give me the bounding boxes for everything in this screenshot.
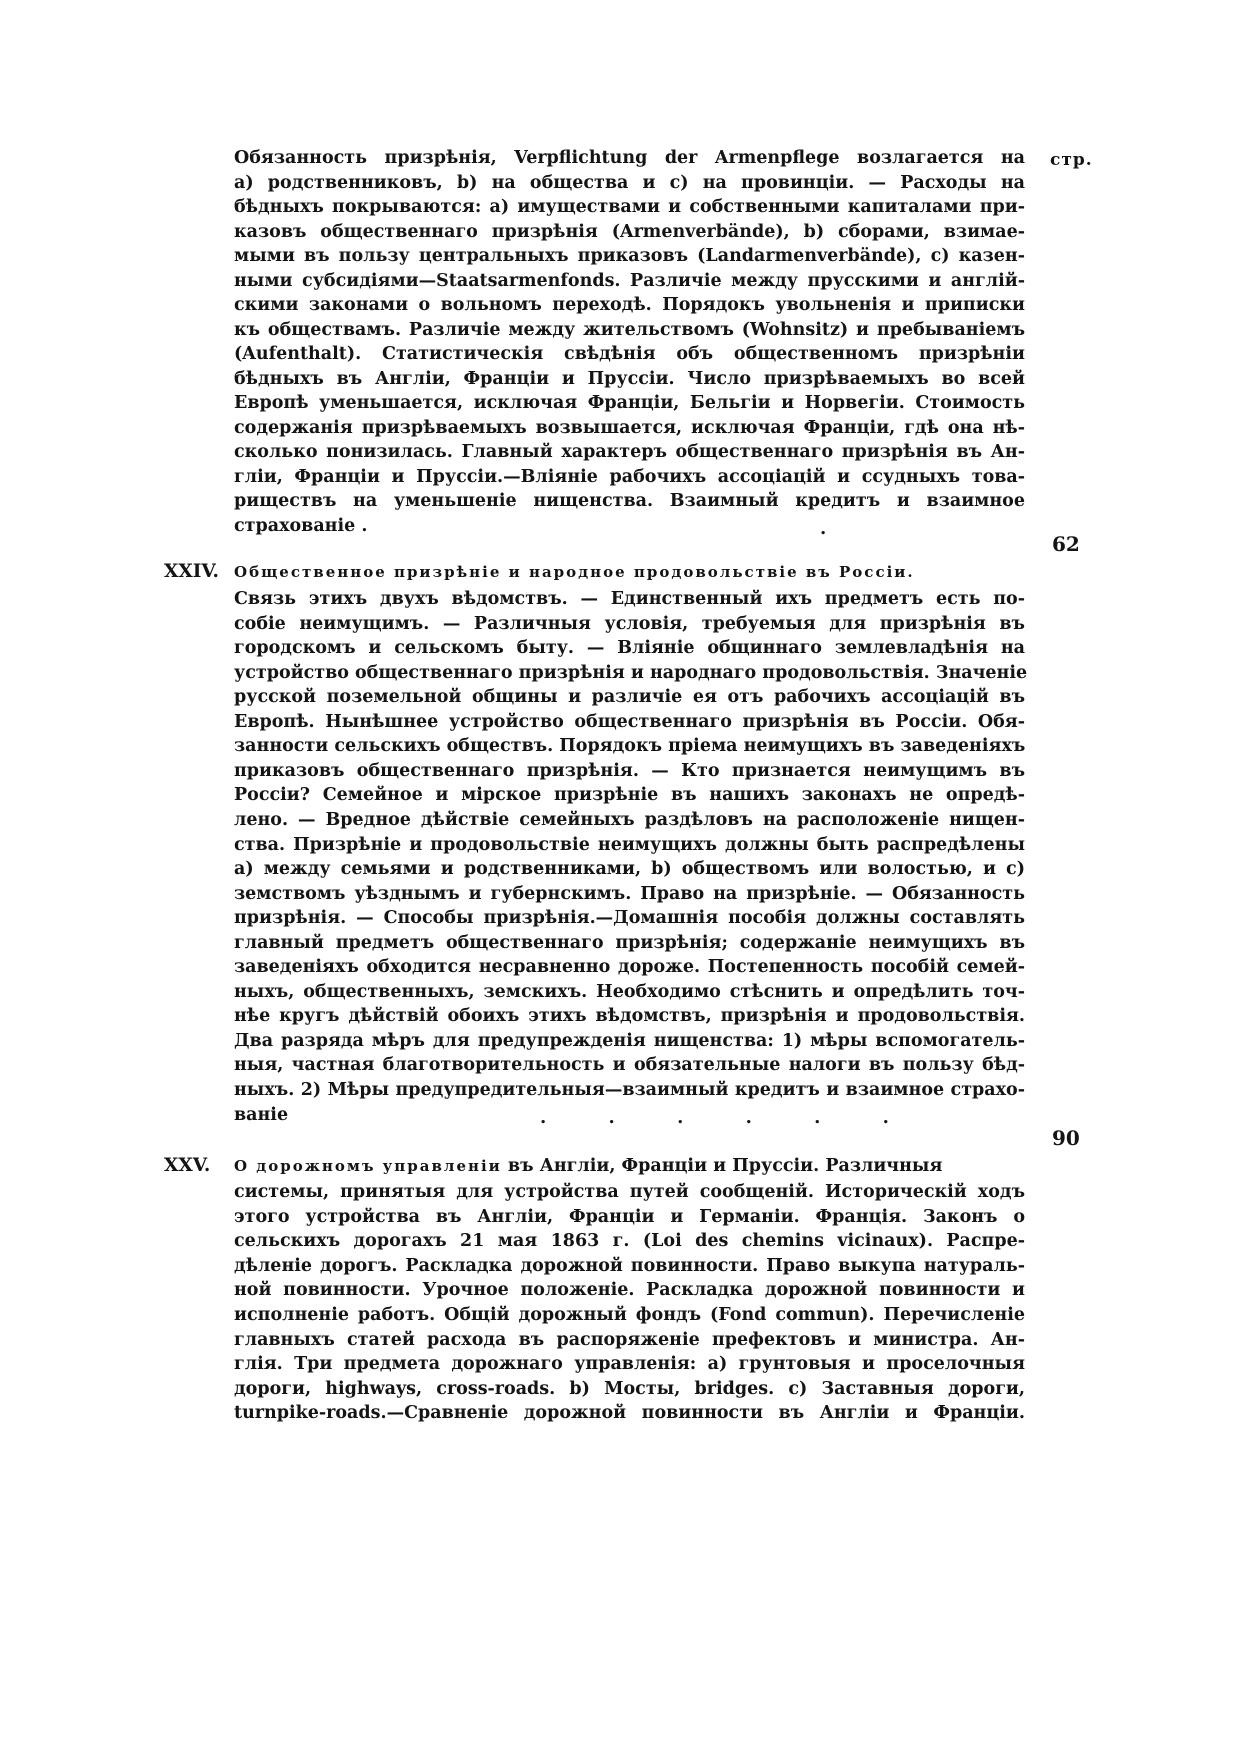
body-line: Россіи? Семейное и мірское призрѣніе въ нашихъ законахъ не опредѣ- (234, 785, 1025, 806)
body-line: turnpike-roads.—Сравненіе дорожной повинности въ Англіи и Франціи. (234, 1403, 1025, 1424)
body-line: устройство общественнаго призрѣнія и народнаго продовольствія. Значеніе (234, 662, 1028, 683)
body-line: сельскихъ дорогахъ 21 мая 1863 г. (Loi des chemins vicinaux). Распре- (234, 1231, 1025, 1252)
body-line: ваніе (234, 1104, 289, 1125)
body-line: бѣдныхъ въ Англіи, Франціи и Пруссіи. Число призрѣваемыхъ во всей (234, 368, 1025, 389)
body-line: глія. Три предмета дорожнаго управленія: a) грунтовыя и проселочныя (234, 1354, 1025, 1375)
body-line: земствомъ уѣзднымъ и губернскимъ. Право на призрѣніе. — Обязанность (234, 883, 1025, 904)
body-line: Связь этихъ двухъ вѣдомствъ. — Единственный ихъ предметъ есть по- (234, 589, 1025, 609)
body-line: заведеніяхъ обходится несравненно дороже. Постепенность пособій семей- (234, 957, 1025, 978)
body-line: (Aufenthalt). Статистическія свѣдѣнія объ общественномъ призрѣніи (234, 344, 1025, 364)
body-line: риществъ на уменьшеніе нищенства. Взаимный кредитъ и взаимное (234, 491, 1025, 511)
body-line: a) между семьями и родственниками, b) обществомъ или волостью, и c) (234, 859, 1025, 880)
body-line: страхованіе . (234, 515, 368, 536)
body-line: ными субсидіями—Staatsarmenfonds. Различіе между прусскими и англій- (234, 270, 1025, 291)
dot-leader: . (820, 517, 827, 539)
body-line: исполненіе работъ. Общій дорожный фондъ (Fond commun). Перечисленіе (234, 1305, 1025, 1325)
body-line: Европѣ. Нынѣшнее устройство общественнаго призрѣнія въ Россіи. Обя- (234, 711, 1025, 732)
body-line: ной повинности. Урочное положеніе. Раскладка дорожной повинности и (234, 1280, 1025, 1301)
body-line: собіе неимущимъ. — Различныя условія, требуемыя для призрѣнія въ (234, 613, 1025, 634)
body-line: содержанія призрѣваемыхъ возвышается, исключая Франціи, гдѣ она нѣ- (234, 417, 1025, 438)
body-line: мыми въ пользу центральныхъ приказовъ (Landarmenverbände), c) казен- (234, 246, 1025, 266)
page-column-header: стр. (1050, 150, 1093, 170)
section-heading: Общественное призрѣніе и народное продовольствіе въ Россіи. (234, 563, 915, 581)
body-line: Европѣ уменьшается, исключая Франціи, Бельгіи и Норвегіи. Стоимость (234, 393, 1025, 413)
body-line: лено. — Вредное дѣйствіе семейныхъ раздѣловъ на расположеніе нищен- (234, 809, 1025, 830)
section-page-number: 90 (1052, 1126, 1080, 1150)
body-line: казовъ общественнаго призрѣнія (Armenverbände), b) сборами, взимае- (234, 221, 1025, 242)
body-line: системы, принятыя для устройства путей сообщеній. Историческій ходъ (234, 1182, 1025, 1202)
body-line: дороги, highways, cross-roads. b) Мосты, bridges. c) Заставныя дороги, (234, 1378, 1025, 1399)
body-line: Два разряда мѣръ для предупрежденія нищенства: 1) мѣры вспомогатель- (234, 1030, 1025, 1051)
body-line: гліи, Франціи и Пруссіи.—Вліяніе рабочихъ ассоціацій и ссудныхъ това- (234, 466, 1025, 487)
body-line: нѣе кругъ дѣйствій обоихъ этихъ вѣдомствъ, призрѣнія и продовольствія. (234, 1006, 1025, 1027)
body-line: къ обществамъ. Различіе между жительствомъ (Wohnsitz) и пребываніемъ (234, 319, 1025, 340)
body-line: главный предметъ общественнаго призрѣнія; содержаніе неимущихъ въ (234, 932, 1025, 953)
body-line: ныхъ, общественныхъ, земскихъ. Необходимо стѣснить и опредѣлить точ- (234, 981, 1025, 1002)
section-numeral: XXIV. (164, 561, 219, 582)
body-line: Обязанность призрѣнія, Verpflichtung der Armenpflege возлагается на (234, 148, 1025, 168)
body-line: ства. Призрѣніе и продовольствіе неимущихъ должны быть распредѣлены (234, 834, 1025, 855)
dot-leader: . . . . . . (540, 1106, 917, 1128)
body-line: этого устройства въ Англіи, Франціи и Германіи. Франція. Законъ о (234, 1206, 1025, 1227)
body-line: городскомъ и сельскомъ быту. — Вліяніе общиннаго землевладѣнія на (234, 638, 1025, 659)
body-line: сколько понизилась. Главный характеръ общественнаго призрѣнія въ Ан- (234, 442, 1025, 462)
body-line: ныхъ. 2) Мѣры предупредительныя—взаимный кредитъ и взаимное страхо- (234, 1080, 1025, 1100)
body-line: призрѣнія. — Способы призрѣнія.—Домашнія пособія должны составлять (234, 908, 1025, 929)
body-line: приказовъ общественнаго призрѣнія. — Кто признается неимущимъ въ (234, 760, 1025, 781)
body-line: бѣдныхъ покрываются: a) имуществами и собственными капиталами при- (234, 197, 1025, 217)
body-line: ныя, частная благотворительность и обязательные налоги въ пользу бѣд- (234, 1055, 1025, 1076)
section-heading: О дорожномъ управленіи (234, 1157, 502, 1175)
body-line: главныхъ статей расхода въ распоряженіе префектовъ и министра. Ан- (234, 1329, 1025, 1350)
section-page-number: 62 (1052, 532, 1080, 556)
body-line: скими законами о вольномъ переходѣ. Порядокъ увольненія и приписки (234, 295, 1025, 315)
body-line: дѣленіе дорогъ. Раскладка дорожной повинности. Право выкупа натураль- (234, 1255, 1025, 1276)
section-heading-line (234, 1158, 942, 1176)
section-numeral: XXV. (164, 1155, 211, 1176)
body-line: занности сельскихъ обществъ. Порядокъ пріема неимущихъ въ заведеніяхъ (234, 736, 1026, 757)
section-heading-rest: въ Англіи, Франціи и Пруссіи. Различныя (501, 1156, 943, 1176)
body-line: a) родственниковъ, b) на общества и c) на провинціи. — Расходы на (234, 172, 1025, 193)
body-line: русской поземельной общины и различіе ея отъ рабочихъ ассоціацій въ (234, 687, 1025, 708)
